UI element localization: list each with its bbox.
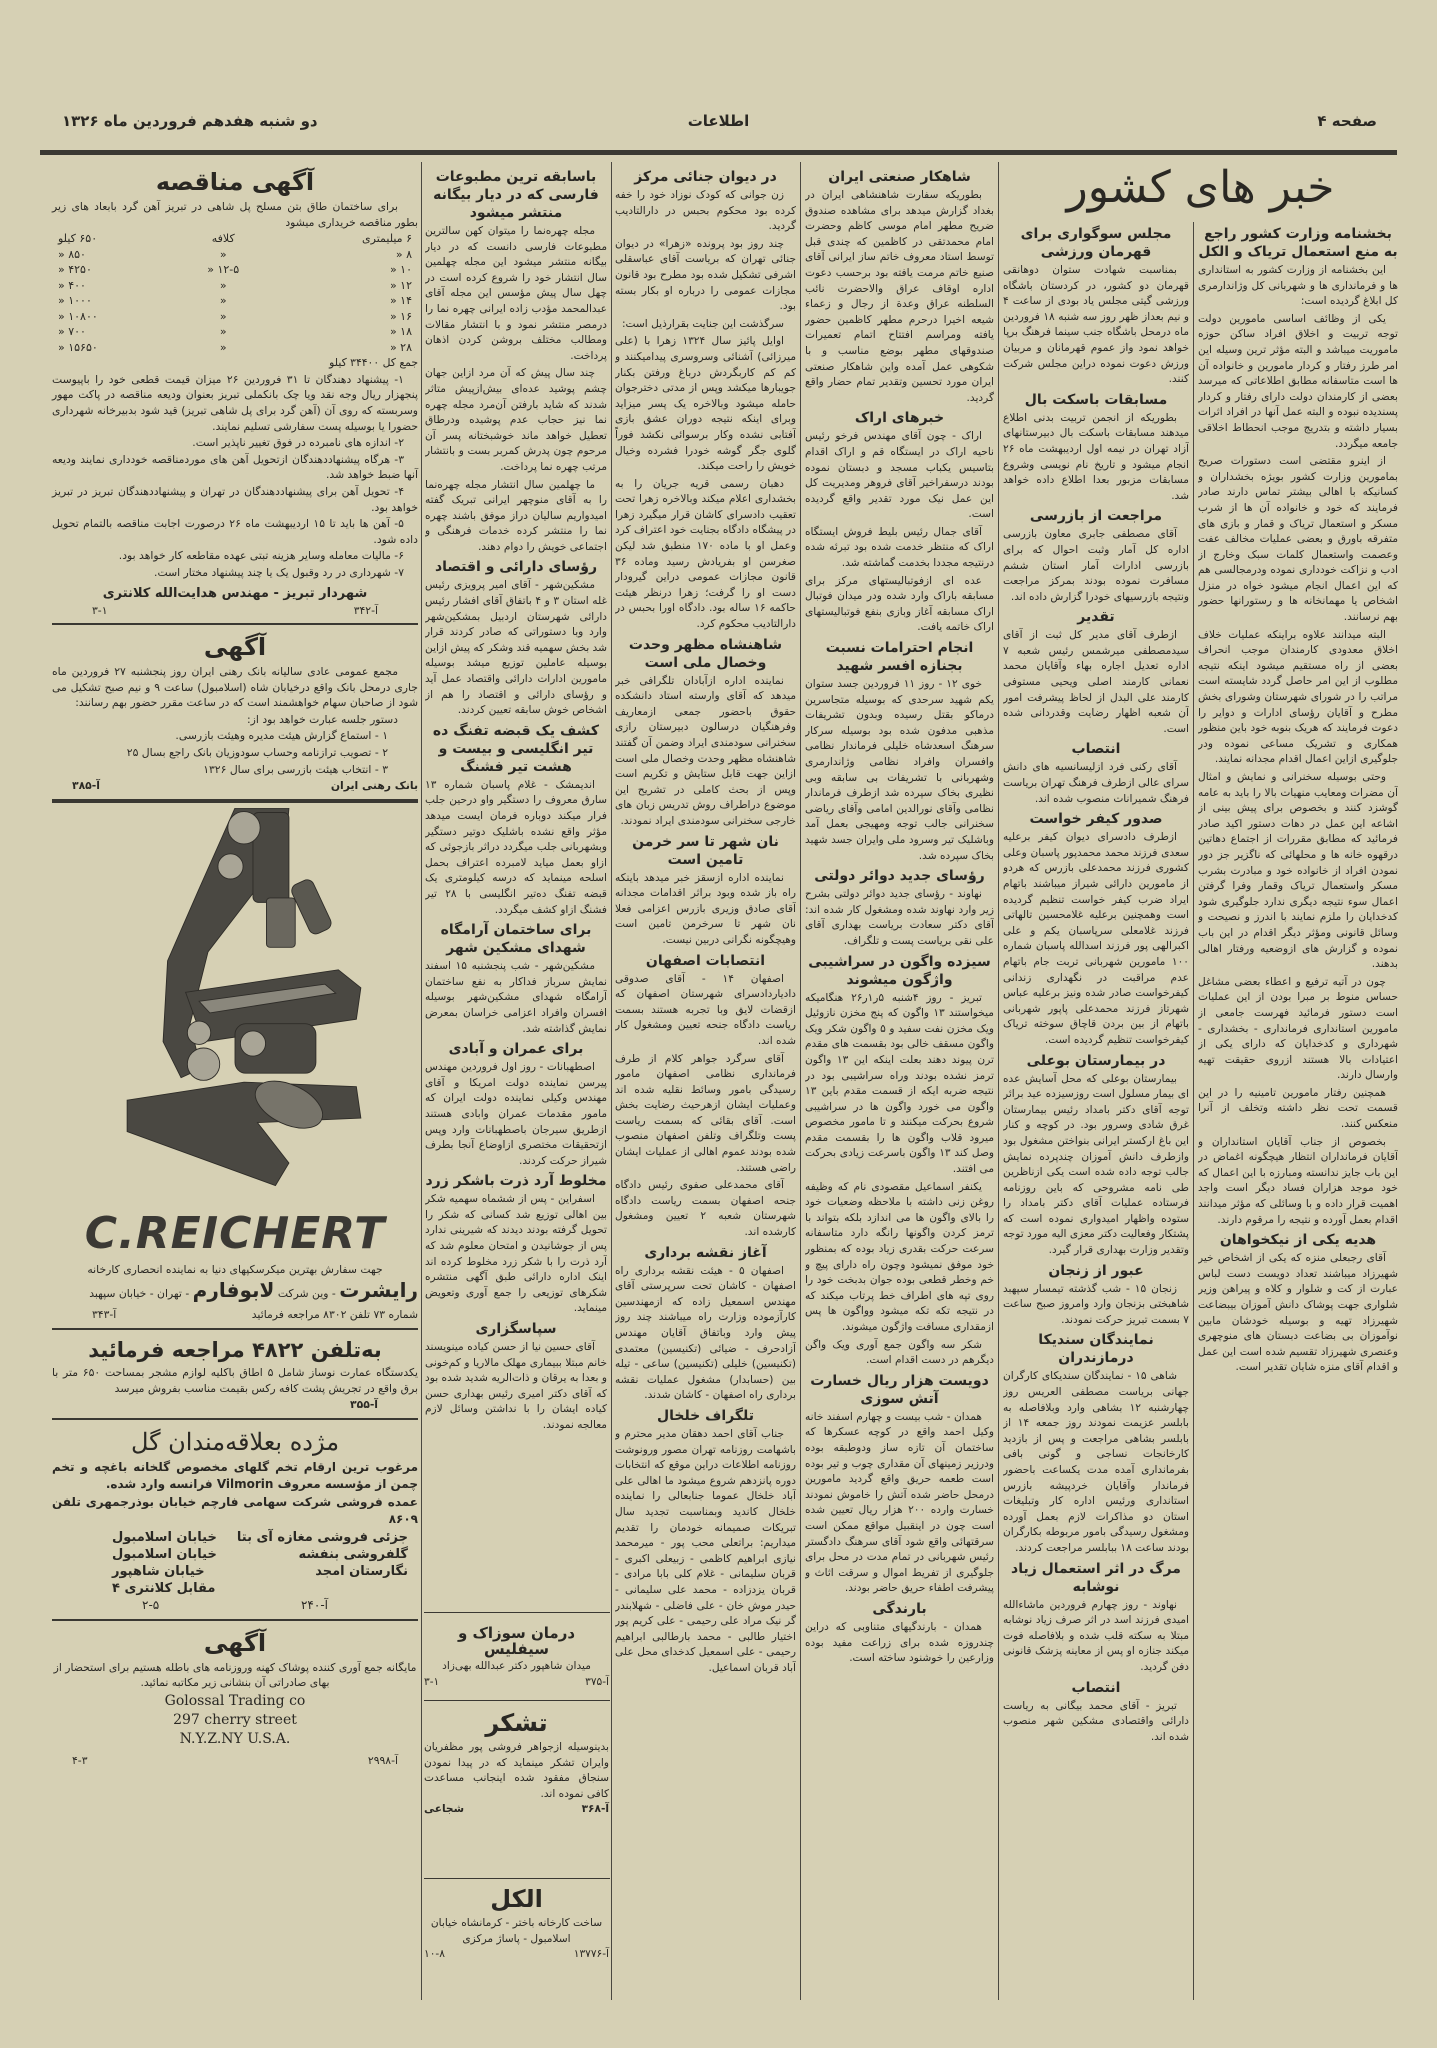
tender-condition: ۳- هرگاه پیشنهاددهندگان ازتحویل آهن های موردمناقصه خودداری نمایند ودیعه آنها ضبط خواهد شد. bbox=[52, 452, 418, 482]
reichert-address: - تهران - خیابان سپهبد bbox=[89, 1287, 190, 1301]
news-column-e bbox=[1003, 222, 1189, 2002]
tender-condition: ۲- اندازه های نامبرده در فوق تغییر ناپذیر است. bbox=[192, 436, 404, 450]
divider bbox=[424, 1878, 610, 1879]
article-headline: برای عمران و آبادی bbox=[448, 1041, 584, 1058]
ad-code: آ-۳۷۵ bbox=[585, 1675, 609, 1688]
ad-code: آ-۳۸۵ bbox=[72, 779, 100, 793]
article-paragraph: چند روز بود پرونده «زهرا» در دیوان جنائی تهران که بریاست آقای عباسقلی اشرفی تشکیل شده بود مطرح بود قانون مجازات عمومی را درباره او بکار بسته بود. bbox=[615, 237, 796, 313]
tender-cell: ۸ « bbox=[395, 247, 412, 261]
tender-cell: ۸۵۰ « bbox=[58, 247, 86, 261]
article-headline: انتصاب bbox=[1071, 1679, 1121, 1696]
agenda-item: ۲ - تصویب ترازنامه وحساب سودوزیان بانک راجع بسال ۲۵ bbox=[126, 746, 388, 760]
article-paragraph: از اینرو مقتضی است دستورات صریح بمامورین وزارت کشور بویژه بخشداران و کسانیکه با اهالی بیشتر تماس دارند صادر فرمایند که خود و خانواده آن ها از شرب مسکر و استعمال تریاک و قمار و بازی های متفرقه باورق و بعضی عملیات مخالف عفت وعصمت واستعمال کلمات سبک وخارج از ادب و نزاکت خودداری نموده ودرمجالسی هم که این اعمال انجام میشود خواه در منزل اشخاص یا مهمانخانه ها و رستورانها حضور بهم نرسانند. bbox=[1198, 455, 1398, 624]
shop-address: خیابان اسلامبول bbox=[112, 1529, 217, 1545]
article-headline: نان شهر تا سر خرمن تامین است bbox=[632, 833, 779, 868]
article-headline: در دیوان جنائی مرکز bbox=[634, 169, 777, 185]
article-headline: انتصابات اصفهان bbox=[645, 952, 766, 969]
ad-code: آ-۳۴۳ bbox=[92, 1308, 117, 1322]
tender-cell: « bbox=[219, 340, 227, 354]
phone-ad-text: یکدستگاه عمارت نوساز شامل ۵ اطاق باکلیه لوازم مشجر بمساحت ۶۵۰ متر با برق واقع در تجریش پشت کافه رکس بقیمت مناسب بفروش میرسد bbox=[52, 1366, 418, 1395]
ad-code: ۲-۵ bbox=[142, 1597, 160, 1612]
article-paragraph: نهاوند - روز چهارم فروردین ماشاءالله امیدی فرزند اسد در اثر صرف زیاد نوشابه مبتلا به سکته قلب شده و بلافاصله فوت میکند جنازه او پس از معاینه پزشک قانونی دفن گردید. bbox=[1003, 1598, 1189, 1673]
shop-name: جزئی فروشی مغازه آی بتا bbox=[236, 1529, 408, 1545]
tender-row bbox=[52, 262, 418, 278]
tender-cell: ۲۸ « bbox=[389, 340, 412, 354]
article-paragraph: بخصوص از جناب آقایان استانداران و آقایان فرمانداران انتظار هیچگونه اغماض در این باب جایز ندانسته ومبارزه با این اعمال که خود موجد هزاران فساد دیگر است واجد اهمیت قرار داده و با وسائلی که مؤثر میدانند اقدام بعمل آورده و نتیجه را مرقوم دارند. bbox=[1198, 1135, 1398, 1226]
bank-notice-text: مجمع عمومی عادی سالیانه بانک رهنی ایران روز پنجشنبه ۲۷ فروردین ماه جاری درمحل بانک واقع درخیابان شاه (اسلامبول) ساعت ۹ و نیم صبح تشکیل می شود از صاحبان سهام خواهشمند است که در ساعت مقرر حضور بهم رسانند: bbox=[52, 665, 418, 710]
article-headline: انتصاب bbox=[1071, 741, 1121, 758]
ad-code: آ-۳۵۵ bbox=[350, 1398, 378, 1412]
article-paragraph: خوی ۱۲ - روز ۱۱ فروردین جسد ستوان یکم شهید سرحدی که بوسیله متجاسرین درماکو بقتل رسیده وبدون تشریفات مذهبی مدفون شده بود بوسیله سرکار سرهنگ اسعدشاه خلیلی فرماندار نظامی وافسران وافراد نظامی وژاندارمری وشهربانی با تشریفات بی سابقه وبی نظیری بخاک سپرده شد ازطرف فرماندار نظامی وآقای نورالدین امامی وآقای ریاضی سخنرانی جالب توجه ومهیجی بعمل آمد وباشلیک تیر وسرود ملی وایران جسد شهید بخاک سپرده شد. bbox=[805, 678, 994, 862]
page-number: صفحه ۴ bbox=[1317, 112, 1377, 130]
newspaper-name: اطلاعات bbox=[687, 112, 750, 130]
bank-notice bbox=[52, 630, 418, 794]
tender-cell: « bbox=[219, 247, 227, 261]
article-paragraph: زن جوانی که کودک نوزاد خود را خفه کرده بود محکوم بحبس در دارالتادیب گردید. bbox=[615, 189, 796, 233]
article-headline: تقدیر bbox=[1077, 609, 1115, 626]
article-headline: انجام احترامات نسبت بجنازه افسر شهید bbox=[825, 640, 974, 675]
article-paragraph: اوایل پائیز سال ۱۳۲۴ زهرا با (علی میرزائی) آشنائی وسروسری پیدامیکنند و کم کم کاربگردش درباغ ورفتن بکنار جویبارها میکشد وپس از مدتی دخترجوان حامله میشود وبالاخره یک پسر میزاید وبرای اینکه نتیجه دوران عشق بازی آفتابی نشده وکار برسوائی نکشد فوراً گلوی جگر گوشه خودرا فشرده وخیال خویش را راحت میکند. bbox=[615, 335, 796, 473]
divider bbox=[52, 1328, 418, 1330]
tender-condition: ۷- شهرداری در رد وقبول یک یا چند پیشنهاد مختار است. bbox=[154, 565, 404, 579]
article-headline: سیزده واگون در سراشیبی واژگون میشوند bbox=[808, 953, 991, 988]
agenda-item: ۳ - انتخاب هیئت بازرسی برای سال ۱۳۲۶ bbox=[203, 762, 388, 776]
article-paragraph: آقای مصطفی جابری معاون بازرسی اداره کل آمار وثبت احوال که برای بازرسی ادارات آمار استان ششم مسافرت نموده بودند بمرکز مراجعت ونتیجه بازرسیهای خودرا گزارش داده اند. bbox=[1003, 528, 1189, 603]
tender-cell: ۱۵۶۵۰ « bbox=[58, 340, 98, 354]
article-headline: نمایندگان سندیکا درمازندران bbox=[1038, 1332, 1154, 1367]
ad-code: آ-۳۶۸ bbox=[581, 1803, 609, 1816]
article-paragraph: البته میدانند علاوه براینکه عملیات خلاف اخلاق معدودی کارمندان موجب انحراف بعضی از راه مستقیم میشود اینکه نتیجه مطلوب از این امر حاصل گردد شایسته است مراتب را در شورای شهرستان وشورای بخش مطرح و آقایان رؤسای ادارات و دوایر را دعوت فرمایند که هریک بنوبه خود باین منظور همکاری و تشریک مساعی نموده ودر جلوگیری ازاین اعمال اقدام مجدانه نمایند. bbox=[1198, 628, 1398, 766]
article-headline: مراجعت از بازرسی bbox=[1029, 508, 1163, 525]
article-paragraph: تبریز - آقای محمد بیگانی به ریاست دارائی واقتصادی مشکین شهر منصوب شده اند. bbox=[1003, 1699, 1189, 1743]
tender-cell: ۱۰۸۰۰ « bbox=[58, 309, 98, 323]
tender-condition: ۶- مالیات معامله وسایر هزینه تبتی عهده مقاطعه کار خواهد بود. bbox=[118, 549, 404, 563]
article-paragraph: اراک - چون آقای مهندس فرخو رئیس ناحیه اراک در ایستگاه قم و اراک اقدام بتاسیس یکباب مسجد و دبستان نموده بودند درسفراخیر آقای فروهر ومدیریت کل این عمل نیک مورد تقدیر واقع گردیده است. bbox=[805, 430, 994, 521]
export-company: Golossal Trading co bbox=[164, 1693, 306, 1709]
tender-condition: ۵- آهن ها باید تا ۱۵ اردیبهشت ماه ۲۶ درصورت اجابت مناقصه بالتمام تحویل داده شود. bbox=[52, 517, 418, 546]
divider bbox=[52, 623, 418, 625]
agenda-item: ۱ - استماع گزارش هیئت مدیره وهیئت بازرسی. bbox=[175, 729, 388, 743]
flower-ad-title: مژده بعلاقه‌مندان گل bbox=[130, 1427, 340, 1456]
tender-cell: ۱۰۰۰ « bbox=[58, 294, 92, 308]
tender-intro: برای ساختمان طاق بتن مسلح پل شاهی در تبریز آهن گرد بابعاد های زیر بطور مناقصه خریداری میشود bbox=[52, 200, 418, 229]
article-paragraph: ما چهلمین سال انتشار مجله چهره‌نما را به آقای منوچهر ایرانی تبریک گفته امیدواریم سالیان دراز موفق باشند چهره نما را منتشر کرده خدمات فرهنگی و اجتماعی خویش را دوام دهند. bbox=[425, 478, 607, 553]
export-ad bbox=[52, 1626, 418, 1769]
shop-name: نگارستان امجد bbox=[315, 1563, 408, 1579]
article-paragraph: شاهی ۱۵ - نمایندگان سندیکای کارگران جهانی بریاست مصطفی العریس روز چهارشنبه ۱۲ بشاهی وارد وبلافاصله به بابلسر عزیمت نمودند روز جمعه ۱۴ از بابلسر بشاهی مراجعت و پس از بازدید کارخانجات نساجی و گونی بافی بفرمانداری آمده مدت یکساعت باحضور فرماندار وآقایان خردپیشه بازرس استانداری ورئیس اداره کار وتبلیغات استان دو مذاکرات لازم بعمل آورده ومشغول رسیدگی بامور مربوطه بکارگران بودند ساعت ۱۸ ببابلسر مراجعت کردند. bbox=[1003, 1370, 1189, 1554]
article-paragraph: آقای جمال رئیس بلیط فروش ایستگاه اراک که منتظر خدمت شده بود تبرئه شده درنتیجه مجددا بخدمت گماشته شد. bbox=[805, 525, 994, 570]
article-paragraph: اسفراین - پس از ششماه سهمیه شکر بین اهالی توزیع شد کسانی که شکر را تحویل گرفته بودند دیدند که شیرینی ندارد پس از جوشانیدن و امتحان معلوم شد که آرد ذرت را با شکر زرد مخلوط کرده اند اینک اداره دارائی طبق آگهی منتشره شکرهای توزیعی را جمع آوری وتعویض مینماید. bbox=[425, 1193, 607, 1315]
phone-ad-title: به‌تلفن ۴۸۲۲ مراجعه فرمائید bbox=[88, 1338, 382, 1363]
article-paragraph: دهبان رسمی قریه جریان را به بخشداری اعلام میکند وبالاخره زهرا تحت تعقیب دادسرای کاشان قرار میگیرد زهرا در پیشگاه دادگاه بجنایت خود اعتراف کرد وعمل او با ماده ۱۷۰ منطبق شد لیکن صغرسن او بفریادش رسید وماده ۳۶ قانون مجازات عمومی دراین گیرودار دست او را گرفت؛ زهرا درنظر هیئت حاکمه ۱۶ ساله بود. دادگاه اورا بحبس در دارالتادیب محکوم کرد. bbox=[615, 477, 796, 631]
column-divider bbox=[800, 162, 801, 2000]
shop-address: خیابان شاهپور bbox=[112, 1563, 205, 1579]
article-paragraph: نماینده اداره ازسقز خبر میدهد باینکه راه باز شده وبود براثر اقدامات مجدانه آقای صادق وزیری بازرس اعزامی فعلا نان شهر تا سرخرمن تامین است وهیچگونه نگرانی دربین نیست. bbox=[615, 871, 796, 946]
article-paragraph: سرگذشت این جنایت بقرارذیل است: bbox=[621, 317, 784, 330]
tender-notice bbox=[52, 165, 418, 618]
ad-code: آ-۲۴۰ bbox=[300, 1597, 328, 1612]
news-column-f bbox=[1198, 222, 1398, 2002]
tender-cell: ۶ میلیمتری bbox=[362, 232, 412, 246]
clinic-ad-title: درمان سوزاک و سیفلیس bbox=[457, 1624, 576, 1658]
divider bbox=[52, 1418, 418, 1420]
article-headline: آغاز نقشه برداری bbox=[644, 1244, 767, 1261]
ad-code: آ-۱۳۷۷۶ bbox=[573, 1948, 609, 1961]
shop-address: خیابان اسلامبول bbox=[112, 1546, 217, 1562]
article-paragraph: مشکین‌شهر - شب پنجشنبه ۱۵ اسفند نمایش سرباز فداکار به نفع ساختمان آرامگاه شهدای مشکین‌شهر بوسیله افسران وافراد اعزامی خراسان بمعرض نمایش گذاشته شد. bbox=[425, 960, 607, 1035]
article-paragraph: بطوریکه از انجمن تربیت بدنی اطلاع میدهند مسابقات باسکت بال دبیرستانهای آزاد تهران در نیمه اول اردیبهشت ماه ۲۶ انجام میشود و تاریخ نام نویسی وشروع مسابقات مزبور بعدا اطلاع داده خواهد شد. bbox=[1003, 411, 1189, 502]
article-paragraph: بیمارستان بوعلی که محل آسایش عده ای بیمار مسلول است روزسیزده عید برائر توجه آقای دکتر بامداد رئیس بیمارستان غرق شادی وسرور بود. در کوچه و کنار این باغ ارکستر ایرانی بنواختن مشغول بود وازطرف دانش آموزان چندپرده نمایش جالب توجه داده شده است یکی ازناظرین طی نامه مشروحی که باین روزنامه فرستاده عملیات آقای دکتر بامداد را ستوده واظهار امیدواری نموده است که پشتکار وفعالیت دکتر معزی الیه مورد توجه وتقدیر وزارت بهداری قرار گیرد. bbox=[1003, 1072, 1189, 1257]
section-title: خبر های کشور bbox=[1066, 162, 1335, 213]
tender-table bbox=[52, 231, 418, 355]
thanks-ad-title: تشکر bbox=[485, 1709, 548, 1737]
tender-row bbox=[52, 293, 418, 309]
article-paragraph: مجله چهره‌نما را میتوان کهن سالترین مطبوعات فارسی دانست که در دیار بیگانه منتشر میشود این مجله چهلمین سال انتشار خود را شروع کرده است در چهل سال پیش مؤسس این مجله آقای عبدالمحمد مؤدب زاده ایرانی چهره نما را درمصر منتشر نمود و با انتشار مقالات ومطالب مختلف بروشن کردن اذهان پرداخت. bbox=[425, 225, 607, 362]
article-headline: خبرهای اراک bbox=[854, 410, 945, 427]
article-paragraph: اصفهان ۱۴ - آقای صدوقی دادیاردادسرای شهرستان اصفهان که ازقضات لایق وبا تجربه هستند بسمت ریاست دادگاه جنحه تعیین ومشغول کار شده اند. bbox=[615, 972, 796, 1047]
article-headline: باسابقه ترین مطبوعات فارسی که در دیار بیگانه منتشر میشود bbox=[433, 169, 599, 221]
alcohol-ad-title: الکل bbox=[490, 1885, 543, 1913]
article-headline: شاهکار صنعتی ایران bbox=[828, 169, 971, 185]
tender-row bbox=[52, 340, 418, 356]
tender-cell: « bbox=[219, 325, 227, 339]
tender-signature: شهردار تبریز - مهندس هدایت‌الله کلانتری bbox=[102, 585, 368, 601]
tender-cell: « bbox=[219, 278, 227, 292]
article-paragraph: آقای محمدعلی صفوی رئیس دادگاه جنحه اصفهان بسمت ریاست دادگاه شهرستان شعبه ۲ تعیین ومشغول کارشده اند. bbox=[615, 1179, 796, 1239]
clinic-ad bbox=[424, 1622, 609, 1690]
article-headline: مجلس سوگواری برای قهرمان ورزشی bbox=[1020, 226, 1172, 260]
article-paragraph: عده ای ازفوتبالیستهای مرکز برای مسابقه باراک وارد شده ودر میدان فوتبال اراک مسابقه آغاز وبازی بنفع فوتبالیستهای اراک خاتمه یافت. bbox=[805, 574, 994, 634]
reichert-company: لابوفارم bbox=[192, 1278, 275, 1303]
reichert-line1: جهت سفارش بهترین میکرسکپهای دنیا به نماینده انحصاری کارخانه bbox=[87, 1262, 383, 1276]
column-divider bbox=[421, 162, 422, 2000]
flower-ad-wholesale: عمده فروشی شرکت سهامی فارچم خیابان بوذرجمهری تلفن ۸۶۰۹ bbox=[52, 1494, 418, 1526]
article-headline: رؤسای جدید دوائر دولتی bbox=[814, 868, 985, 885]
bank-agenda-label: دستور جلسه عبارت خواهد بود از: bbox=[247, 712, 398, 726]
reichert-ad bbox=[52, 808, 418, 1323]
column-divider bbox=[998, 162, 999, 2000]
column-divider bbox=[1193, 222, 1194, 2000]
tender-row bbox=[52, 278, 418, 294]
article-paragraph: وحتی بوسیله سخنرانی و نمایش و امثال آن مضرات ومعایب منهیات بالا را باید به عامه گوشزد کنند و بخصوص برای پیش بینی از اشاعه این عمل در دهات دستور اکید صادر فرمائید که مطابق مقررات از اجتماع دهاتین درقهوه خانه ها و محلهائی که ناگزیر جز دور نمودن افراد از خانواده خود و مبادرت بشرب مسکر واستعمال تریاک وقمار وفرا گرفتن اعمال سوء نتیجه دیگری ندارد جلوگیری شود کدخدایان را ملزم نمایند با اندرز و نصیحت و وسائل قانونی ومؤثر دیگر اقدام در این باب نموده و گزارش های ازوضعیه ورفتار اهالی بدهند. bbox=[1198, 771, 1398, 971]
article-headline: در بیمارستان بوعلی bbox=[1026, 1052, 1166, 1069]
tender-condition: ۱- پیشنهاد دهندگان تا ۳۱ فروردین ۲۶ میزان قیمت قطعی خود را باپیوست پنجهزار ریال وجه نقد ویا چک بانکملی تبریز بعنوان ودیعه مناقصه در پاکت مهور وسربسته که روی آن (آهن گرد برای پل شاهی تبریز) قید شود بدبیرخانه شهرداری حضورا یا بوسیله پست سفارشی تسلیم نمایند. bbox=[52, 372, 418, 433]
shop-name: گلفروشی بنفشه bbox=[298, 1546, 408, 1562]
thanks-ad-text: بدینوسیله ازجواهر فروشی پور مظفریان وایران تشکر مینماید که در پیدا نمودن سنجاق مفقود شده اینجانب مساعدت کافی نموده اند. bbox=[424, 1741, 609, 1800]
tender-cell: ۱۲ « bbox=[389, 278, 412, 292]
article-headline: برای ساختمان آرامگاه شهدای مشکین شهر bbox=[440, 922, 592, 957]
article-paragraph: بطوریکه سفارت شاهنشاهی ایران در بغداد گزارش میدهد برای مشاهده صندوق ضریح مطهر امام موسی کاظم وحضرت امام محمدتقی در کاظمین که چندی قبل توسط استاد معروف خاتم ساز ایرانی آقای صنیع خاتم مرمت یافته بود برحسب دعوت اداره اوقاف عراق والاحضرت نائب السلطنه عراق وعدة از رجال و زعماء شیعه اخیرا درحرم مطهر کاظمین حضور یافته ومراسم افتتاح اتمام تعمیرات صندوقهای مطهر بوضع مناسب و با شکوهی عمل آمده واین شاهکار صنعتی ایران مورد تحسین وتقدیر تمام حضار واقع گردید. bbox=[805, 189, 994, 404]
article-paragraph: چند سال پیش که آن مرد ازاین جهان چشم پوشید عده‌ای بیش‌ازپیش متاثر شدند که شاید بارفتن آن‌مرد مجله چهره نما نیز حجاب عدم پوشیده ودرطاق تعطیل خواهد ماند خوشبختانه پسر آن مرحوم چون پدرش کمربر بست و بانتشار مرتب چهره نما پرداخت. bbox=[425, 367, 607, 473]
ad-code: آ-۳۴۲ bbox=[353, 603, 378, 617]
alcohol-ad-text: ساخت کارخانه باختر - کرمانشاه خیابان اسلامبول - پاساژ مرکزی bbox=[430, 1917, 603, 1945]
article-paragraph: همدان - شب بیست و چهارم اسفند خانه وکیل احمد واقع در کوچه عسکرها که ساختمان آن تازه ساز ودوطبقه بوده ودرزیر زمینهای آن مقداری چوب و تیر بوده است طعمه حریق واقع گردید مامورین درمحل حاضر شده آتش را خاموش نمودند خسارت وارده ۲۰۰ هزار ریال تعیین شده است چون در اینقبیل مواقع ممکن است سرقتهائی واقع شود آقای سرهنگ دادگستر رئیس شهربانی در تمام مدت در محل برای جلوگیری از تفریط اموال و سرقت اثاث و پیشرفت اطفاء حریق حاضر بودند. bbox=[805, 1410, 994, 1595]
ad-code: ۱۰-۸ bbox=[424, 1948, 445, 1961]
advertisement-column bbox=[52, 165, 418, 1769]
masthead-rule bbox=[40, 150, 1397, 155]
article-paragraph: این بخشنامه از وزارت کشور به استانداری ها و فرمانداری ها و شهربانی کل وژاندارمری کل ابلاغ گردیده است: bbox=[1198, 264, 1398, 308]
article-paragraph: جناب آقای احمد دهقان مدیر محترم و باشهامت روزنامه تهران مصور ورونوشت روزنامه اطلاعات دراین موقع که انتخابات دوره پانزدهم شروع میشود ما اهالی علی آباد خلخال عموما جنابعالی را نماینده خلخال کاندید وبمناسبت تجدید سال تبریکات صمیمانه خودمان را تقدیم میداریم: براتعلی محب پور - میرمحمد نیازی ابراهیم کاظمی - زبیعلی اکبری - قربان سلیمانی - غلام کلی بابا مرادی - قربان یزدزاده - محمد علی سلیمانی - حیدر موش خان - علی فاضلی - شهلابندر گر نیک مراد علی رحیمی - علی کریم پور اختیار طالبی - محمد بارطالبی ابراهیم رحیمی - علی اسمعیل کدخدای محل علی آباد قربان اسماعیل. bbox=[615, 1427, 796, 1674]
news-column-d bbox=[805, 165, 994, 2000]
article-paragraph: همدان - بارندگیهای متناوبی که دراین چندروزه شده برای زراعت مفید بوده وزارعین را خوشنود ساخته است. bbox=[805, 1620, 994, 1665]
tender-cell: ۷۰۰ « bbox=[58, 325, 86, 339]
tender-cell: ۴۰۰ « bbox=[58, 278, 86, 292]
divider bbox=[52, 1619, 418, 1621]
article-paragraph: یکی از وظائف اساسی مامورین دولت توجه تربیت و اخلاق افراد ساکن حوزه ماموریت میباشد و البته مؤثر ترین وسیله این امر طرز رفتار و کردار مامورین و خانواده آن ها است متاسفانه مطابق اطلاعاتی که میرسد بعضی از کارمندان دولت دارای رفتار و کردار پسندیده نبوده و البته عمل آنها در افراد اثرات بسیار داشته و بتدریج موجب انحطاط اخلاقی جامعه میگردد. bbox=[1198, 312, 1398, 450]
thanks-ad bbox=[424, 1706, 609, 1818]
article-paragraph: مشکین‌شهر - آقای امیر پرویزی رئیس غله استان ۳ و ۴ باتفاق آقای افشار رئیس دارائی شهرستان اردبیل بمشکین‌شهر وارد وبا دستوراتی که صادر کردند قرار شد بخش سهمیه قند وشکر که پیش ازاین بوسیله عاملین توزیع میشد بوسیله مامورین ادارات دارائی واقتصاد عمل آید و رؤسای دارائی و اقتصاد را هم از اشخاص خوش سابقه تعیین کردند. bbox=[425, 579, 607, 717]
issue-date: دو شنبه هفدهم فروردین ماه ۱۳۲۶ bbox=[62, 112, 318, 130]
article-paragraph: چون در آتیه ترفیع و اعطاء بعضی مشاغل حساس منوط بر مبرا بودن از این عملیات است دستور فرمائید فهرست جامعی از مامورین استانداری فرمانداری - بخشداری - شهرداری و کدخدایان که دارای یکی از اعتیادات بالا هستند ازروی حقیقت تهیه وارسال دارند. bbox=[1198, 975, 1398, 1082]
tender-row bbox=[52, 247, 418, 263]
shop-row bbox=[52, 1546, 418, 1563]
tender-cell: ۱۴ « bbox=[389, 294, 412, 308]
divider bbox=[424, 1700, 610, 1701]
flower-ad-text: مرغوب ترین ارقام تخم گلهای مخصوص گلخانه باغچه و تخم چمن از مؤسسه معروف Vilmorin فرانسه وارد شده. bbox=[52, 1459, 418, 1491]
tender-cell: ۶۵۰ کیلو bbox=[58, 232, 98, 246]
article-headline: مسابقات باسکت بال bbox=[1024, 391, 1168, 408]
article-paragraph: آقای رکنی فرد ازلیسانسیه های دانش سرای عالی ازطرف فرهنگ تهران بریاست فرهنگ شمیرانات منصوب شده اند. bbox=[1003, 761, 1189, 805]
bank-notice-title: آگهی bbox=[203, 633, 267, 662]
article-headline: کشف یک قبضه تفنگ ده تیر انگلیسی و بیست و هشت تیر فشنگ bbox=[432, 722, 600, 775]
tender-cell: « bbox=[219, 294, 227, 308]
reichert-line3: شماره ۷۳ تلفن ۸۳۰۲ مراجعه فرمائید bbox=[251, 1308, 418, 1322]
article-paragraph: شکر سه واگون جمع آوری ویک واگن دیگرهم در دست اقدام است. bbox=[805, 1338, 994, 1367]
ad-code: ۴-۳ bbox=[72, 1754, 88, 1767]
tender-title: آگهی مناقصه bbox=[155, 168, 315, 196]
article-headline: بخشنامه وزارت کشور راجع به منع استعمال تریاک و الکل bbox=[1198, 226, 1398, 260]
article-headline: هدیه یکی از نیکخواهان bbox=[1219, 1232, 1377, 1249]
export-street: 297 cherry street bbox=[173, 1712, 297, 1728]
tender-cell: ۱۶ « bbox=[389, 309, 412, 323]
export-ad-title: آگهی bbox=[203, 1628, 267, 1657]
article-paragraph: اصطهبانات - روز اول فروردین مهندس پیرسن نماینده دولت امریکا و آقای مهندس وکیلی نماینده دولت ایران که مامور مقدمات عمران وابادی هستند ازطریق سیرجان باصطهبانات وارد وپس ازتحقیقات مختصری ازاوضاع آنجا بطرف شیراز حرکت کردند. bbox=[425, 1061, 607, 1167]
article-paragraph: آقای حسین نیا از حسن کیاده مینویسند خانم مبتلا ببیماری مهلک مالاریا و کم‌خونی و بعدا به یرقان و ذات‌الریه شدید شده بود که آقای دکتر امیری رئیس بهداری حسن کیاده ایشان را با نداشتن وسائل لازم معالجه نمودند. bbox=[425, 1341, 607, 1431]
tender-condition: ۴- تحویل آهن برای پیشنهاددهندگان در تهران و پیشنهاددهندگان تبریز در تبریز خواهد بود. bbox=[52, 484, 418, 514]
news-column-b bbox=[425, 165, 607, 1605]
ad-code: آ-۲۹۹۸ bbox=[367, 1754, 398, 1767]
article-headline: عبور از زنجان bbox=[1048, 1262, 1144, 1279]
article-headline: مخلوط آرد ذرت باشکر زرد bbox=[425, 1173, 607, 1190]
alcohol-ad bbox=[424, 1882, 609, 1963]
article-paragraph: نماینده اداره ازآبادان تلگرافی خبر میدهد که آقای وارسته استاد دانشکده حقوق باحضور جمعی ازمعاریف وفرهنگیان درسالون دبیرستان رازی سخنرانی سودمندی ایراد وضمن آن گفتند شاهنشاه مظهر وحدت وخصال ملی است ازاین جهت قابل ستایش و تکریم است وپس از بحث کاملی در تشریح این موضوع دراطراف روش تدریس زبان های خارجی سخنرانی سودمندی ایراد نمودند. bbox=[615, 674, 796, 827]
shop-row bbox=[52, 1580, 418, 1597]
shop-row bbox=[52, 1529, 418, 1546]
ad-code: ۳-۱ bbox=[424, 1675, 440, 1688]
microscope-illustration bbox=[85, 808, 385, 1208]
reichert-brand-logo: C.REICHERT bbox=[84, 1207, 386, 1259]
article-paragraph: آقای سرگرد جواهر کلام از طرف فرمانداری نظامی اصفهان مامور رسیدگی بامور وسائط نقلیه شده اند وعملیات ایشان ازهرحیث رضایت بخش است. آقای بقائی که بسمت ریاست پست وتلگراف وتلفن اصفهان منصوب شده بودند عموم اهالی از عملیات ایشان راضی هستند. bbox=[615, 1052, 796, 1174]
tender-cell: « bbox=[219, 309, 227, 323]
article-paragraph: تبریز - روز ۴شنبه ۵ر۱ر۲۶ هنگامیکه میخواستند ۱۳ واگون که پنج مخزن نازوئیل ویک مخزن نفت سفید و ۵ واگون شکر ویک واگون مسقف خالی بود بقسمت های مقدم ترن پیوند دهند بعلت اینکه این ۱۳ واگون ترمز نشده بودند وراه سراشیبی بود در نتیجه ضربه ایکه از قسمت مقدم باین ۱۳ واگون می خورد واگون ها در سراشیبی شروع بحرکت میکنند و تا مامور مخصوص میرود قلاب واگون ها را بقسمت مقدم وصل کند ۱۳ واگون باسرعت زیادی بحرکت می افتند. bbox=[805, 991, 994, 1176]
phone-ad bbox=[52, 1335, 418, 1413]
divider bbox=[52, 799, 418, 803]
news-column-c bbox=[615, 165, 796, 2000]
tender-cell: کلافه bbox=[211, 232, 235, 246]
tender-cell: ۱۰ « bbox=[389, 263, 412, 277]
article-paragraph: اصفهان ۵ - هیئت نقشه برداری راه اصفهان - کاشان تحت سرپرستی آقای مهندس اسمعیل زاده که ازمهندسین کارآزموده وزارت راه میباشند چند روز پیش وارد وباتفاق آقایان مهندس آزادحرف - ضیائی (تکنیسین) معتمدی (تکنیسین) خلیلی (تکنیسین) ساعی - تیله بین (حسابدار) مشغول عملیات نقشه برداری راه اصفهان - کاشان شدند. bbox=[615, 1264, 796, 1402]
tender-total: جمع کل ۳۴۴۰۰ کیلو bbox=[329, 356, 418, 370]
clinic-ad-text: میدان شاهپور دکتر عبدالله بهی‌زاد bbox=[442, 1660, 591, 1673]
article-headline: بارندگی bbox=[872, 1600, 927, 1617]
export-city: N.Y.Z.NY U.S.A. bbox=[179, 1731, 291, 1747]
article-paragraph: همچنین رفتار مامورین تامینیه را در این قسمت تحت نظر داشته وتخلف از آنرا منعکس کنند. bbox=[1198, 1086, 1398, 1131]
shop-address: مقابل کلانتری ۴ bbox=[112, 1580, 216, 1596]
tender-cell: ۴۲۵۰ « bbox=[58, 263, 92, 277]
tender-row bbox=[52, 309, 418, 325]
article-headline: مرگ در اثر استعمال زیاد نوشابه bbox=[1011, 1560, 1181, 1595]
article-paragraph: یکنفر اسماعیل مقصودی نام که وظیفه روغن زنی داشته با ملاحظه وضعیات خود را بالای واگون ها می اندازد بلکه بتواند با ترمز کردن واگونها رانگه دارد متاسفانه سرعت حرکت بقدری زیاد بوده که بمنظور خود موفق نمیشود وچون راه دارای پیچ و خم وخطر قطعی بوده جوان بدبخت خود را روی تپه های اطراف خط پرتاب میکند که در نتیجه تکه تکه میشود وواگون ها پس ازمقداری مسافت واژگون میشوند. bbox=[805, 1180, 994, 1333]
tender-row bbox=[52, 231, 418, 247]
ad-code: ۳-۱ bbox=[92, 603, 108, 617]
article-headline: شاهنشاه مظهر وحدت وخصال ملی است bbox=[628, 636, 783, 671]
divider bbox=[424, 1612, 610, 1613]
article-paragraph: بمناسبت شهادت ستوان دوهانقی قهرمان دو کشور، در کردستان باشگاه ورزشی گیتی مجلس یاد بودی از ساعت ۴ و نیم بعداز ظهر روز سه شنبه ۱۸ فروردین ماه درمحل باشگاه جنب سینما فرهنگ برپا خواهد نمود واز عموم قهرمانان و مربیان ورزش دعوت نموده دراین مجلس شرکت کنند. bbox=[1003, 264, 1189, 386]
article-paragraph: ازطرف دادسرای دیوان کیفر برعلیه سعدی فرزند محمد محمدپور پاسبان وعلی کشوری فرزند محمدعلی بازرس که هردو از مامورین دارائی شیراز میباشند باتهام ایراد ضرب کیفر خواست تنظیم گردیده است وهمچنین برعلیه غلامحسین تالهاتی فرزند غلامعلی سرپاسبان یکم و علی اکبرالهی پور فرزند اسدالله پاسبان شماره ۱۰۰ مامورین شهربانی تربت جام باتهام عدم مراقبت در نگهداری زندانی کیفرخواست صادر شده ونیز برعلیه عباس شهرتاز فرزند محمدعلی پاپور شهربانی باتهام از بین بردن قاچاق سوخته تریاک کیفرخواست تنظیم گردیده است. bbox=[1003, 831, 1189, 1046]
article-headline: دویست هزار ریال خسارت آتش سوزی bbox=[810, 1372, 989, 1407]
article-paragraph: ازطرف آقای مدیر کل ثبت از آقای سیدمصطفی میرشمس رئیس شعبه ۷ اداره تعدیل اجاره بهاء وآقایان محمد نعمانی کارمند اصلی ویحیی مستوفی کارمند علی البدل از لحاظ پیشرفت امور آن شعبه اظهار رضایت وقدردانی شده است. bbox=[1003, 629, 1189, 735]
bank-signer: بانک رهنی ایران bbox=[330, 779, 418, 793]
flower-seed-ad bbox=[52, 1425, 418, 1614]
article-paragraph: اندیمشک - غلام پاسبان شماره ۱۳ سارق معروف را دستگیر واو درحین جلب فرار میکند دوباره فرمان ایست میدهد مؤثر واقع نشده باشلیک دوتیر دستگیر وبشهربانی جلب میگردد دراثر بازجوئی که ازاو بعمل میاید لامبرده اعتراف بحمل اسلحه مینماید که درسه کیلومتری یک قبضه تفنگ ده‌تیر انگلیسی با ۲۸ تیر فشنگ ازاو کشف میگردد. bbox=[425, 778, 607, 916]
article-headline: سپاسگزاری bbox=[475, 1321, 557, 1338]
article-headline: رؤسای دارائی و اقتصاد bbox=[434, 559, 598, 576]
shop-row bbox=[52, 1563, 418, 1580]
article-paragraph: زنجان ۱۵ - شب گذشته تیمسار سپهبد شاهبختی بزنجان وارد وامروز صبح ساعت ۷ بسمت تبریز حرکت نمودند. bbox=[1003, 1282, 1189, 1326]
reichert-name: رایشرت bbox=[339, 1278, 418, 1303]
thanks-ad-signer: شجاعی bbox=[424, 1803, 464, 1816]
tender-row bbox=[52, 324, 418, 340]
article-paragraph: نهاوند - رؤسای جدید دوائر دولتی بشرح زیر وارد نهاوند شده ومشغول کار شده اند: آقای دکتر سعادت بریاست بهداری آقای علی نقی بریاست پست و تلگراف. bbox=[805, 888, 994, 947]
article-headline: صدور کیفر خواست bbox=[1029, 811, 1163, 828]
reichert-mid: - وین شرکت bbox=[277, 1287, 336, 1301]
column-divider bbox=[611, 162, 612, 2000]
export-ad-text: مایگانه جمع آوری کننده پوشاک کهنه وروزنامه های باطله هستیم برای استحضار از بهای صادراتی آن بنشانی زیر مکاتبه نمائید. bbox=[53, 1660, 417, 1690]
tender-cell: ۱۲-۵ « bbox=[207, 263, 240, 277]
article-headline: تلگراف خلخال bbox=[656, 1407, 755, 1424]
article-paragraph: آقای رجبعلی منزه که یکی از اشخاص خیر شهیرزاد میباشند تعداد دویست دست لباس عبارت از کت و شلوار و کلاه و پیراهن وزیر شلواری جهت پوشاک دانش آموزان بیبضاعت شهیرزاد تهیه و بوسیله خودشان مابین نوآموزان بی بضاعت دبستان های منوچهری وعنصری شهیرزاد تقسیم شده است این عمل و اقدام آقای منزه شایان تقدیر است. bbox=[1198, 1252, 1398, 1374]
tender-cell: ۱۸ « bbox=[389, 325, 412, 339]
